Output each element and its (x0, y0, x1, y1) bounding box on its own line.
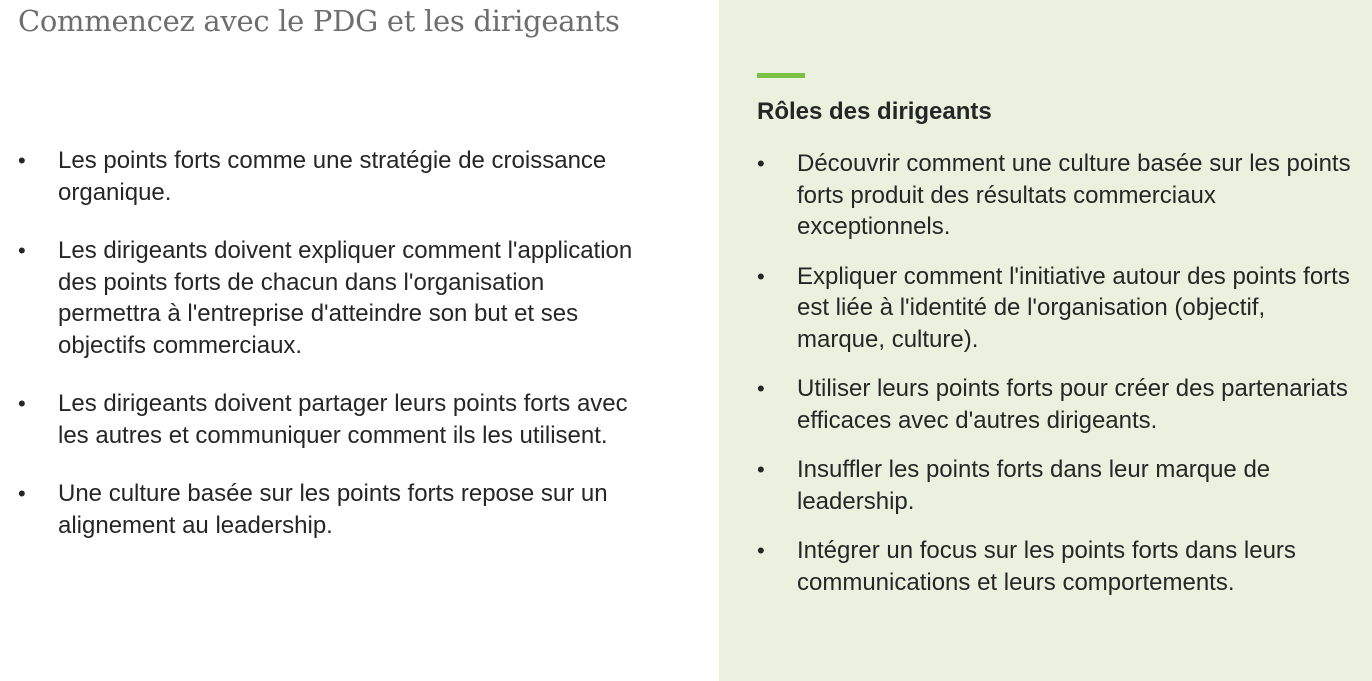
bullet-icon: • (757, 263, 765, 289)
right-list-item-2 (757, 261, 1357, 356)
left-list-item-text: Les dirigeants doivent partager leurs points forts avec les autres et communiquer comment ils les utilisent. (58, 390, 628, 449)
left-list-item-text: Les dirigeants doivent expliquer comment l'application des points forts de chacun dans l'organisation permettra à l'entreprise d'atteindre son but et ses objectifs commerciaux. (58, 237, 633, 359)
left-list-item-text: Une culture basée sur les points forts repose sur un alignement au leadership. (58, 480, 608, 539)
bullet-icon: • (757, 151, 765, 176)
right-list-item-5 (757, 535, 1357, 598)
left-list-item-2 (18, 235, 638, 361)
left-list-item-1 (18, 145, 638, 208)
right-list-item-text: Insuffler les points forts dans leur marque de leadership. (797, 456, 1271, 515)
right-list-item-text: Intégrer un focus sur les points forts dans leurs communications et leurs comportements. (797, 537, 1296, 596)
left-list-item-4 (18, 478, 638, 541)
left-list-item-text: Les points forts comme une stratégie de croissance organique. (58, 147, 607, 206)
bullet-icon: • (18, 391, 26, 416)
right-panel (719, 0, 1372, 681)
left-bullet-list (18, 145, 638, 568)
slide-title: Commencez avec le PDG et les dirigeants (18, 4, 620, 38)
right-panel-heading: Rôles des dirigeants (757, 98, 992, 125)
right-bullet-list (757, 148, 1357, 616)
bullet-icon: • (18, 481, 26, 506)
right-list-item-3 (757, 373, 1357, 436)
right-list-item-1 (757, 148, 1357, 243)
right-list-item-4 (757, 454, 1357, 517)
left-list-item-3 (18, 388, 638, 451)
right-list-item-text: Utiliser leurs points forts pour créer des partenariats efficaces avec d'autres dirigeants. (797, 375, 1348, 434)
bullet-icon: • (18, 238, 26, 263)
bullet-icon: • (18, 148, 26, 173)
right-list-item-text: Expliquer comment l'initiative autour des points forts est liée à l'identité de l'organisation (objectif, marque, culture). (797, 262, 1350, 353)
bullet-icon: • (757, 457, 765, 482)
bullet-icon: • (757, 538, 765, 563)
bullet-icon: • (757, 376, 765, 401)
right-list-item-text: Découvrir comment une culture basée sur les points forts produit des résultats commerciaux exceptionnels. (797, 150, 1351, 240)
accent-bar (757, 73, 805, 78)
